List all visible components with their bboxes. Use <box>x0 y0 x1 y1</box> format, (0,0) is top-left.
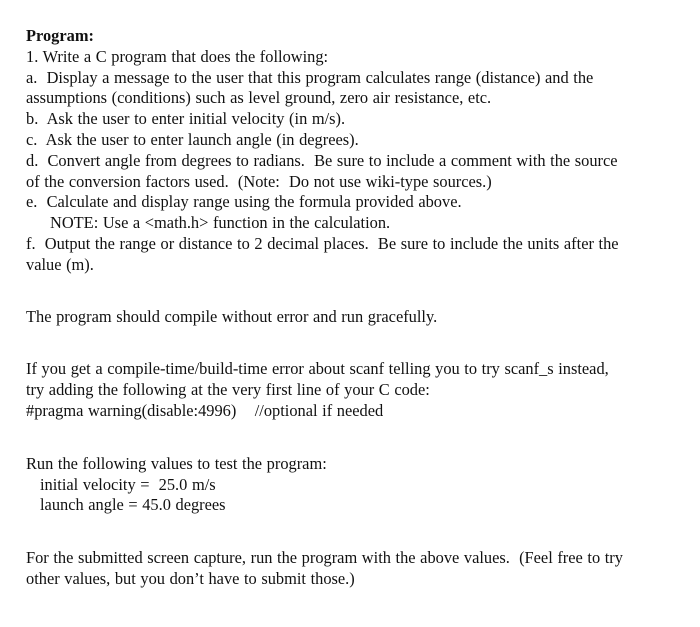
spacer <box>26 422 676 454</box>
submission-note-line-1: For the submitted screen capture, run the program with the above values. (Feel free to try <box>26 548 623 568</box>
spacer <box>26 327 676 359</box>
submission-note-line-2: other values, but you don’t have to submit those.) <box>26 568 355 588</box>
instruction-d-line-1: d. Convert angle from degrees to radians. Be sure to include a comment with the source <box>26 150 618 170</box>
assignment-document <box>26 26 676 590</box>
test-values-intro: Run the following values to test the program: <box>26 453 327 473</box>
instruction-e: e. Calculate and display range using the formula provided above. <box>26 192 462 212</box>
instruction-a-line-1: a. Display a message to the user that this program calculates range (distance) and the <box>26 67 594 87</box>
instruction-c: c. Ask the user to enter launch angle (in degrees). <box>26 129 359 149</box>
instruction-1: 1. Write a C program that does the following: <box>26 46 329 66</box>
instruction-f-line-2: value (m). <box>26 254 94 274</box>
instruction-b: b. Ask the user to enter initial velocity (in m/s). <box>26 109 346 129</box>
test-launch-angle: launch angle = 45.0 degrees <box>40 495 226 515</box>
compile-note: The program should compile without error and run gracefully. <box>26 306 438 326</box>
test-initial-velocity: initial velocity = 25.0 m/s <box>40 474 216 494</box>
pragma-line: #pragma warning(disable:4996) //optional if needed <box>26 400 384 420</box>
section-title: Program: <box>26 26 94 45</box>
scanf-note-line-1: If you get a compile-time/build-time error about scanf telling you to try scanf_s instead, <box>26 359 609 379</box>
instruction-d-line-2: of the conversion factors used. (Note: Do not use wiki-type sources.) <box>26 171 492 191</box>
spacer <box>26 516 676 548</box>
instruction-e-note: NOTE: Use a <math.h> function in the calculation. <box>50 213 391 233</box>
scanf-note-line-2: try adding the following at the very first line of your C code: <box>26 380 430 400</box>
spacer <box>26 276 676 307</box>
instruction-f-line-1: f. Output the range or distance to 2 decimal places. Be sure to include the units after the <box>26 233 619 253</box>
instruction-a-line-2: assumptions (conditions) such as level ground, zero air resistance, etc. <box>26 88 492 108</box>
